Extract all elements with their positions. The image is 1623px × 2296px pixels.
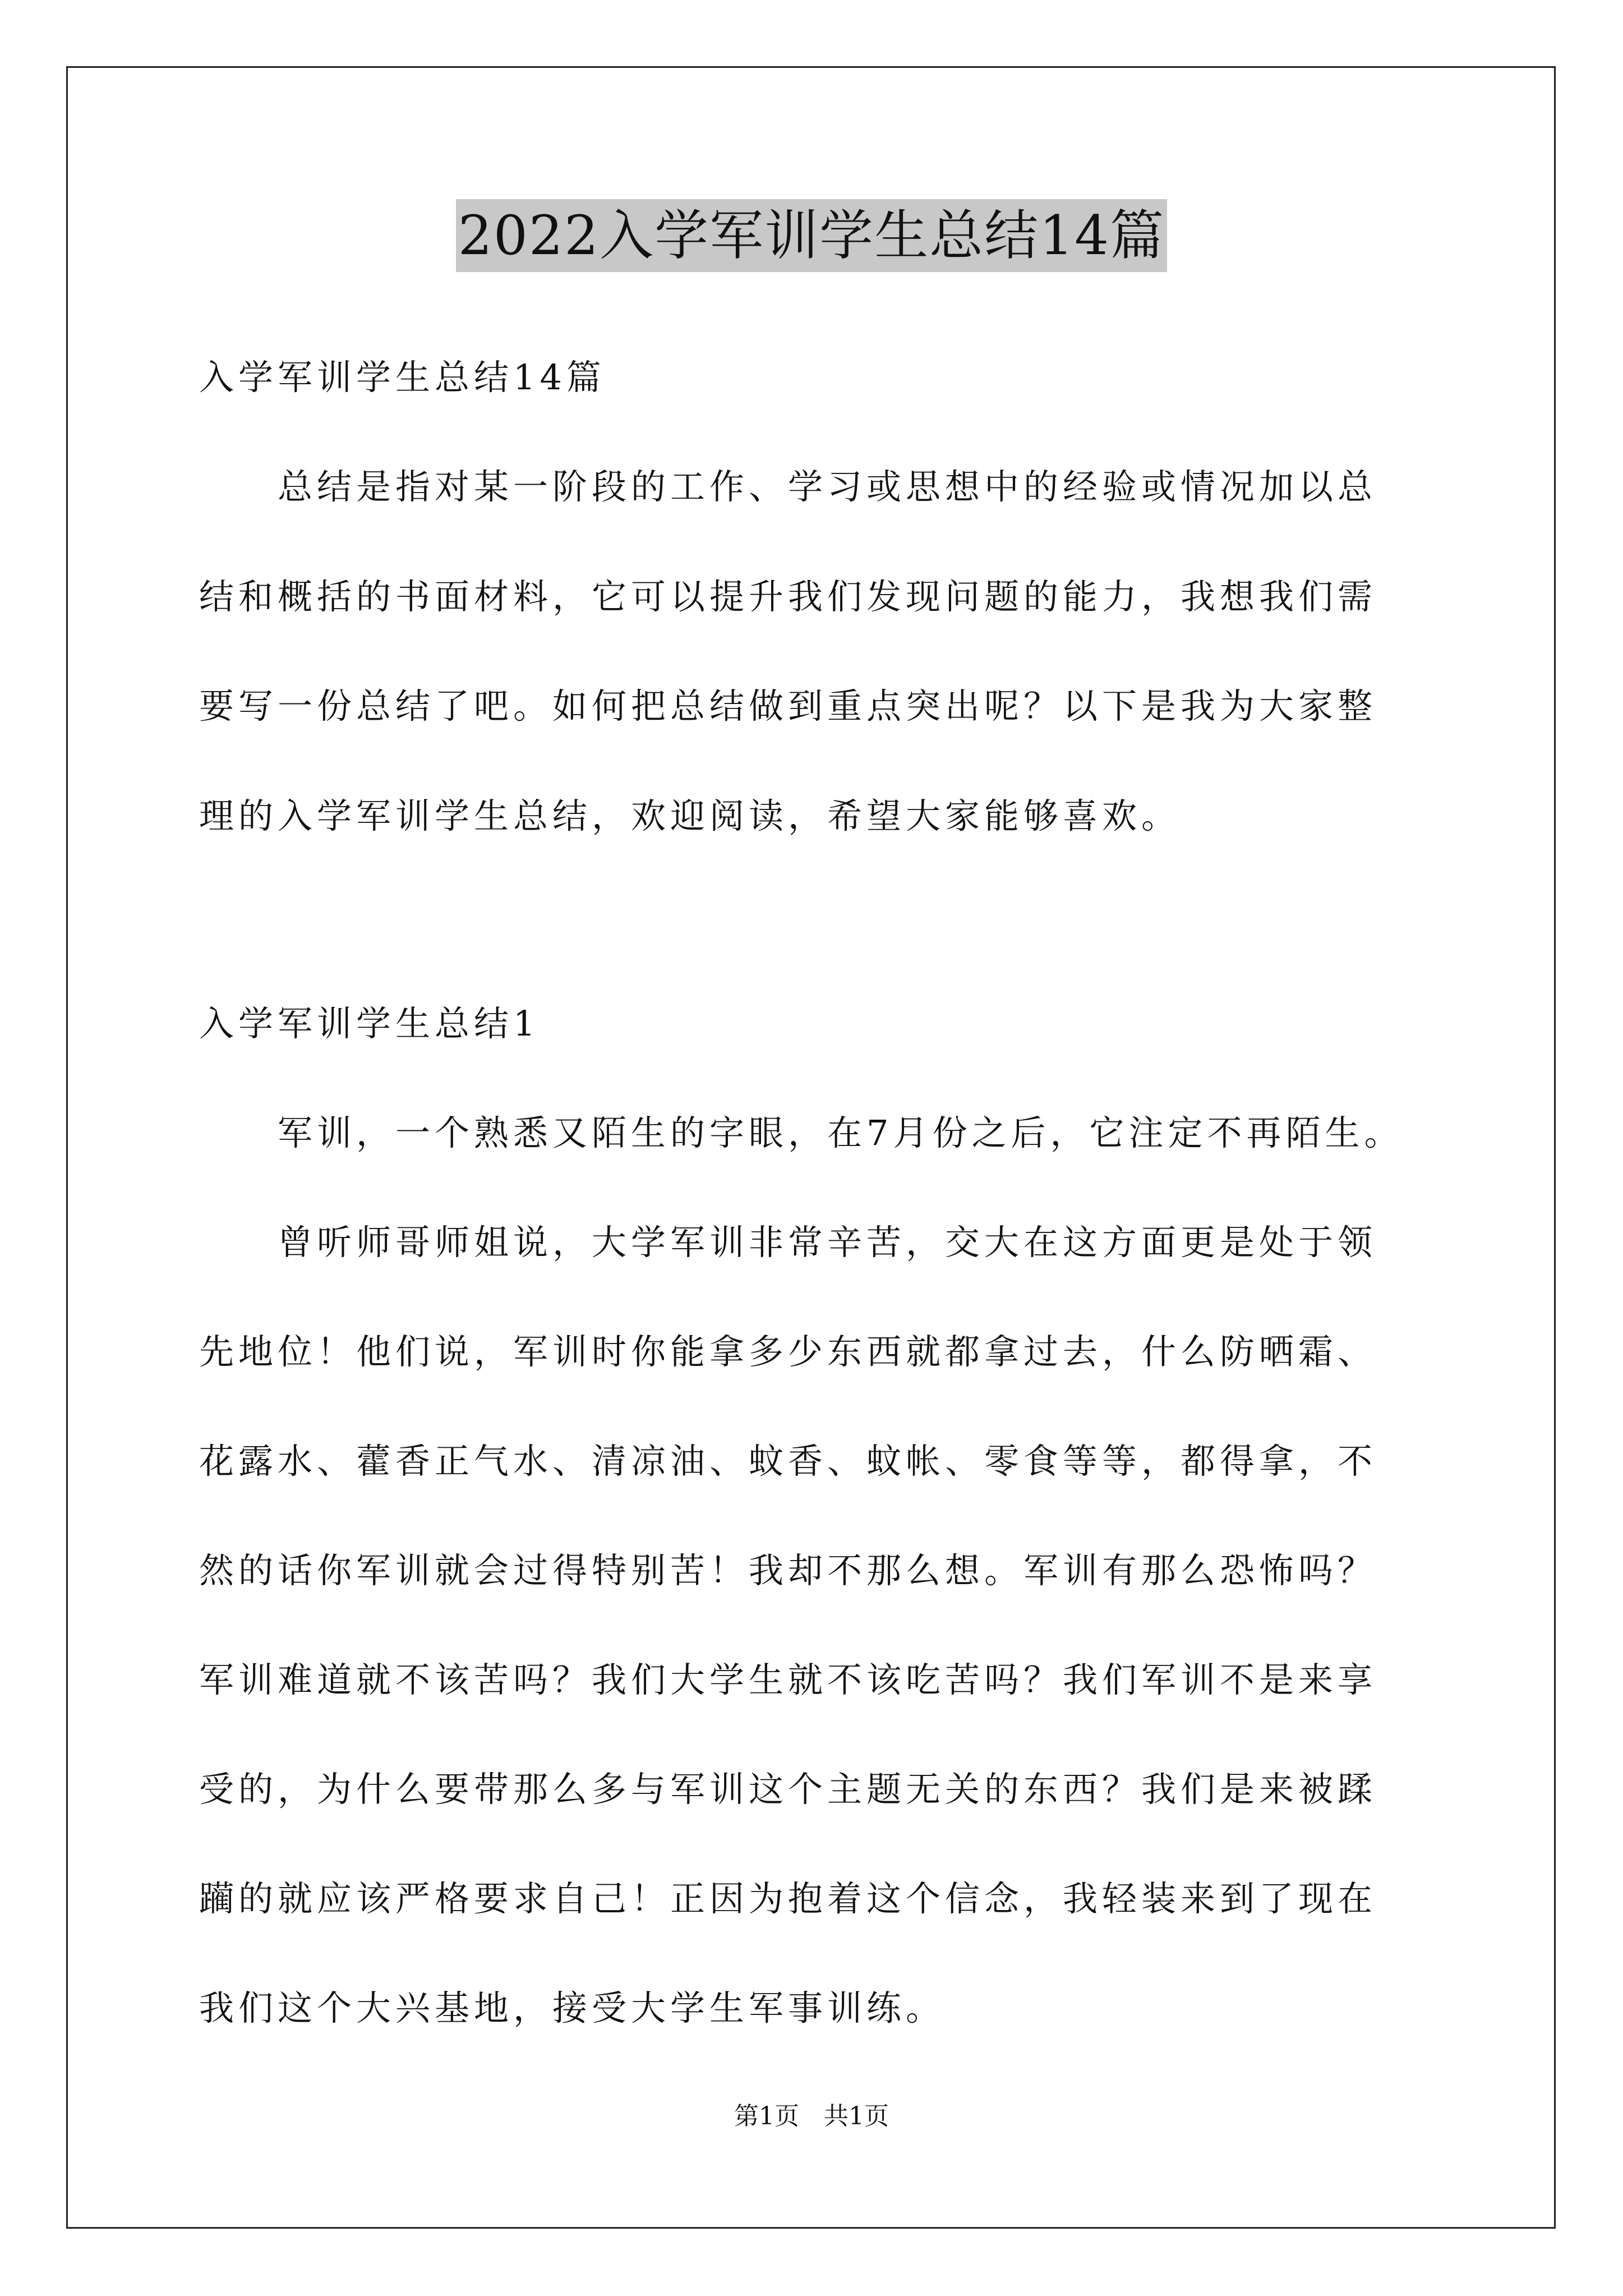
- paragraph-line: 曾听师哥师姐说，大学军训非常辛苦，交大在这方面更是处于领: [199, 1222, 1377, 1263]
- paragraph-line: 军训，一个熟悉又陌生的字眼，在7月份之后，它注定不再陌生。: [199, 1112, 1404, 1153]
- paragraph-line: 结和概括的书面材料，它可以提升我们发现问题的能力，我想我们需: [199, 576, 1377, 617]
- paragraph-line: 我们这个大兴基地，接受大学生军事训练。: [199, 1987, 946, 2028]
- paragraph-line: 军训难道就不该苦吗？我们大学生就不该吃苦吗？我们军训不是来享: [199, 1659, 1377, 1700]
- paragraph-line: 先地位！他们说，军训时你能拿多少东西就都拿过去，什么防晒霜、: [199, 1331, 1377, 1372]
- section-heading: 入学军训学生总结14篇: [199, 357, 606, 398]
- page-footer: 第1页 共1页: [734, 2102, 889, 2131]
- paragraph-line: 总结是指对某一阶段的工作、学习或思想中的经验或情况加以总: [199, 466, 1377, 507]
- section-heading: 入学军训学生总结1: [199, 1003, 540, 1044]
- title-container: [0, 199, 1623, 272]
- paragraph-line: 要写一份总结了吧。如何把总结做到重点突出呢？以下是我为大家整: [199, 685, 1377, 726]
- paragraph-line: 花露水、藿香正气水、清凉油、蚊香、蚊帐、零食等等，都得拿，不: [199, 1441, 1377, 1481]
- document-title: 2022入学军训学生总结14篇: [456, 199, 1167, 272]
- paragraph-line: 理的入学军训学生总结，欢迎阅读，希望大家能够喜欢。: [199, 795, 1181, 836]
- paragraph-line: 躏的就应该严格要求自己！正因为抱着这个信念，我轻装来到了现在: [199, 1878, 1377, 1919]
- paragraph-line: 受的，为什么要带那么多与军训这个主题无关的东西？我们是来被蹂: [199, 1769, 1377, 1810]
- paragraph-line: 然的话你军训就会过得特别苦！我却不那么想。军训有那么恐怖吗？: [199, 1550, 1377, 1591]
